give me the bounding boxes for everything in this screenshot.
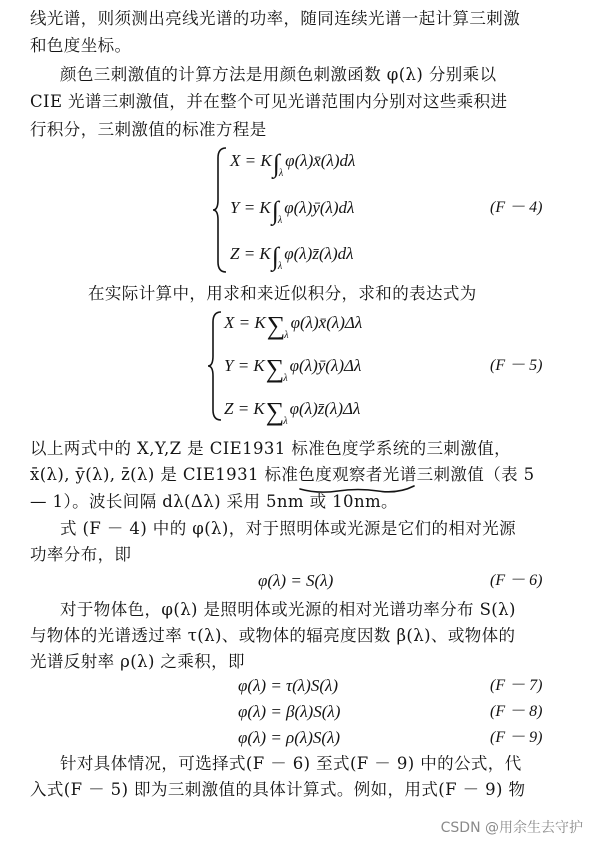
equation-line [230, 197, 354, 232]
integral-icon: ∫ [271, 242, 279, 271]
equation-number: (F － 6) [490, 572, 543, 589]
equation-lhs: Y = K [224, 356, 265, 375]
sum-subscript: λ [283, 373, 288, 384]
equation-number: (F － 9) [490, 729, 543, 746]
sum-icon: ∑ [265, 397, 285, 426]
equation-line: φ(λ) = β(λ)S(λ) [238, 702, 341, 721]
equation-lhs: X = K [230, 151, 272, 170]
equation-lhs: X = K [224, 313, 266, 332]
text-line: x̄(λ), ȳ(λ), z̄(λ) 是 CIE1931 标准色度观察者光谱三刺激值（表 5 [30, 465, 535, 484]
equation-body: φ(λ)z̄(λ)dλ [284, 244, 354, 263]
equation-lhs: Z = K [230, 244, 271, 263]
watermark-text: CSDN @用余生去守护 [440, 820, 583, 836]
text-line: 针对具体情况，可选择式(F － 6) 至式(F － 9) 中的公式，代 [60, 754, 522, 773]
equation-body: φ(λ)x̄(λ)Δλ [290, 313, 363, 332]
watermark [441, 817, 583, 837]
text-line: 对于物体色，φ(λ) 是照明体或光源的相对光谱功率分布 S(λ) [60, 600, 516, 619]
text-line: 和色度坐标。 [30, 36, 132, 55]
equation-line [230, 150, 355, 185]
integral-subscript: λ [278, 168, 284, 179]
sum-icon: ∑ [265, 354, 285, 383]
equation-line [224, 355, 361, 390]
text-line: 光谱反射率 ρ(λ) 之乘积，即 [30, 652, 245, 671]
equation-body: φ(λ)ȳ(λ)Δλ [289, 356, 362, 375]
integral-icon: ∫ [272, 149, 280, 178]
text-line: 式 (F － 4) 中的 φ(λ)，对于照明体或光源是它们的相对光源 [60, 519, 517, 538]
equation-body: φ(λ)x̄(λ)dλ [285, 151, 356, 170]
text-line: 以上两式中的 X,Y,Z 是 CIE1931 标准色度学系统的三刺激值， [30, 439, 512, 458]
sum-subscript: λ [283, 416, 288, 427]
text-line: — 1）。波长间隔 dλ(Δλ) 采用 5nm 或 10nm。 [30, 492, 398, 511]
sum-icon: ∑ [266, 311, 286, 340]
text-line: 功率分布，即 [30, 545, 132, 564]
equation-number: (F － 8) [490, 703, 543, 720]
text-line: 颜色三刺激值的计算方法是用颜色刺激函数 φ(λ) 分别乘以 [60, 65, 497, 84]
equation-line [230, 243, 354, 278]
equation-line: φ(λ) = τ(λ)S(λ) [238, 676, 339, 695]
equation-number: (F － 5) [490, 357, 543, 374]
integral-subscript: λ [277, 215, 283, 226]
sum-subscript: λ [284, 330, 289, 341]
equation-number: (F － 4) [490, 199, 543, 216]
equation-line [224, 398, 360, 433]
text-line: 行积分，三刺激值的标准方程是 [30, 120, 267, 139]
left-brace-icon [212, 146, 228, 274]
left-brace-icon [207, 310, 223, 422]
equation-line [224, 312, 362, 347]
equation-number: (F － 7) [490, 677, 543, 694]
integral-icon: ∫ [271, 196, 279, 225]
equation-lhs: Y = K [230, 198, 271, 217]
equation-line: φ(λ) = ρ(λ)S(λ) [238, 728, 341, 747]
equation-line: φ(λ) = S(λ) [258, 571, 334, 590]
equation-body: φ(λ)ȳ(λ)dλ [284, 198, 355, 217]
text-line: 与物体的光谱透过率 τ(λ)、或物体的辐亮度因数 β(λ)、或物体的 [30, 626, 516, 645]
text-line: CIE 光谱三刺激值，并在整个可见光谱范围内分别对这些乘积进 [30, 92, 508, 111]
equation-body: φ(λ)z̄(λ)Δλ [289, 399, 361, 418]
equation-lhs: Z = K [224, 399, 265, 418]
text-line: 入式(F － 5) 即为三刺激值的具体计算式。例如，用式(F － 9) 物 [30, 780, 526, 799]
integral-subscript: λ [277, 261, 283, 272]
text-line: 在实际计算中，用求和来近似积分，求和的表达式为 [88, 284, 477, 303]
text-line: 线光谱，则须测出亮线光谱的功率，随同连续光谱一起计算三刺激 [30, 9, 521, 28]
